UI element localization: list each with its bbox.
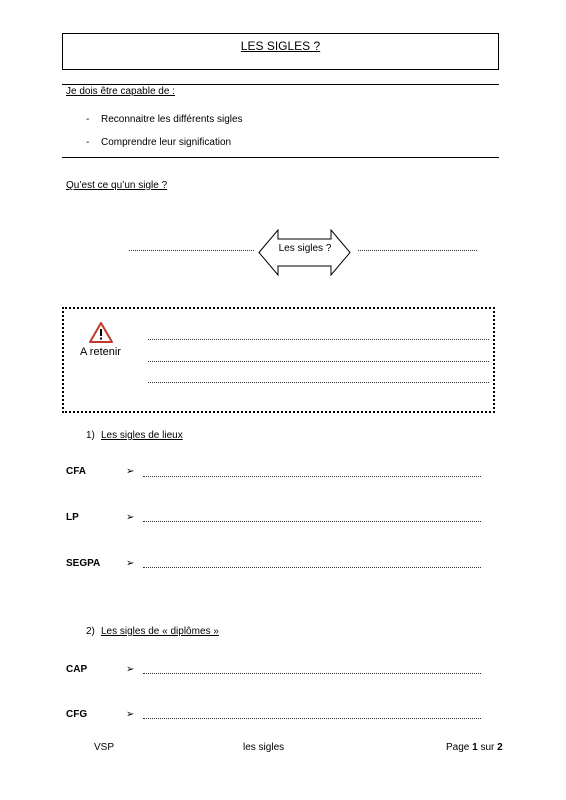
objective-dash: - bbox=[86, 137, 90, 148]
section-heading: Les sigles de lieux bbox=[101, 430, 183, 441]
page-mid: sur bbox=[477, 742, 498, 753]
answer-line bbox=[143, 476, 481, 477]
answer-line bbox=[143, 567, 481, 568]
double-arrow-label: Les sigles ? bbox=[278, 243, 332, 254]
acronym: LP bbox=[66, 512, 79, 523]
arrow-bullet-icon: ➢ bbox=[126, 558, 135, 569]
objective-dash: - bbox=[86, 114, 90, 125]
warning-triangle-icon bbox=[89, 322, 113, 343]
objective-item: Reconnaitre les différents sigles bbox=[101, 114, 243, 125]
acronym: CAP bbox=[66, 664, 88, 675]
section-number: 2) bbox=[86, 626, 95, 637]
objective-item: Comprendre leur signification bbox=[101, 137, 232, 148]
arrow-bullet-icon: ➢ bbox=[126, 512, 135, 523]
footer-page bbox=[446, 742, 503, 753]
retenir-box bbox=[62, 307, 495, 413]
title-box bbox=[62, 33, 499, 70]
divider-bottom bbox=[62, 157, 499, 158]
answer-line bbox=[143, 521, 481, 522]
objectives-heading: Je dois être capable de : bbox=[66, 86, 175, 97]
question-heading: Qu’est ce qu’un sigle ? bbox=[66, 180, 168, 191]
section-number: 1) bbox=[86, 430, 95, 441]
arrow-bullet-icon: ➢ bbox=[126, 709, 135, 720]
retenir-line bbox=[148, 361, 489, 362]
footer-center: les sigles bbox=[243, 742, 285, 753]
retenir-label: A retenir bbox=[80, 346, 121, 358]
page-prefix: Page bbox=[446, 742, 473, 753]
acronym: CFG bbox=[66, 709, 88, 720]
acronym: SEGPA bbox=[66, 558, 101, 569]
answer-line bbox=[143, 718, 481, 719]
divider-top bbox=[62, 84, 499, 85]
footer-left: VSP bbox=[94, 742, 115, 753]
arrow-bullet-icon: ➢ bbox=[126, 664, 135, 675]
retenir-line bbox=[148, 382, 489, 383]
acronym: CFA bbox=[66, 466, 86, 477]
retenir-line bbox=[148, 339, 489, 340]
section-heading: Les sigles de « diplômes » bbox=[101, 626, 219, 637]
arrow-bullet-icon: ➢ bbox=[126, 466, 135, 477]
answer-line-left bbox=[129, 250, 254, 251]
answer-line-right bbox=[358, 250, 477, 251]
page-number: 1 bbox=[472, 742, 478, 753]
answer-line bbox=[143, 673, 481, 674]
page-title: LES SIGLES ? bbox=[240, 39, 321, 53]
page-total: 2 bbox=[497, 742, 503, 753]
